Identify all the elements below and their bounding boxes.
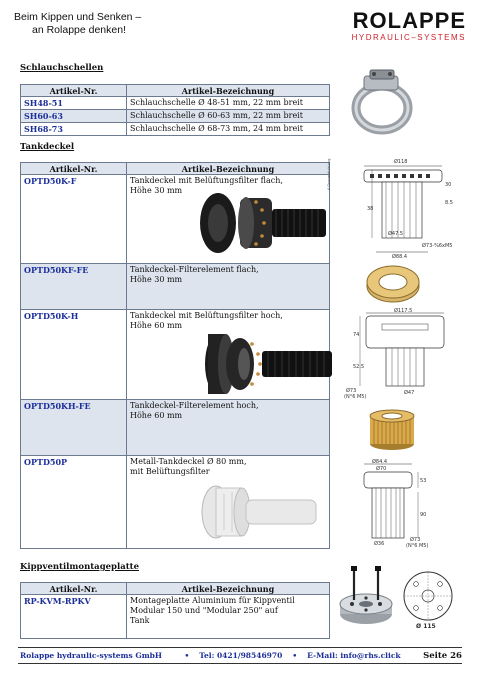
dimension-label: Ø118 bbox=[394, 159, 408, 165]
dimension-label: 74 bbox=[353, 332, 360, 338]
dimension-label: 38 bbox=[367, 206, 374, 212]
footer-email: E-Mail: info@rhs.click bbox=[307, 651, 401, 660]
dimension-label: 52.5 bbox=[353, 364, 365, 370]
dimension-label: 53 bbox=[420, 478, 427, 484]
dimension-label: 8.5 bbox=[445, 200, 453, 206]
article-description bbox=[127, 264, 330, 310]
description-line: Höhe 30 mm bbox=[130, 186, 183, 195]
technical-drawing-flat bbox=[327, 156, 460, 262]
footer-company: Rolappe hydraulic-systems GmbH bbox=[20, 651, 162, 660]
column-header-desc: Artikel-Bezeichnung bbox=[127, 583, 330, 595]
section-title-kippventilmontageplatte: Kippventilmontageplatte bbox=[20, 562, 139, 572]
dimension-label: Ø47.5 bbox=[388, 231, 404, 237]
dimension-label: Ø36 bbox=[374, 541, 385, 547]
description-line: Höhe 60 mm bbox=[130, 411, 183, 420]
technical-drawing-high bbox=[342, 306, 460, 402]
mounting-plate-image bbox=[336, 562, 396, 632]
slogan bbox=[14, 11, 141, 37]
footer-bullet: • bbox=[292, 651, 298, 660]
section-title-schlauchschellen: Schlauchschellen bbox=[20, 63, 104, 73]
description-line: Tank bbox=[130, 616, 150, 625]
dimension-label: (N°6 M5) bbox=[406, 543, 429, 549]
dimension-label: 90 bbox=[420, 512, 427, 518]
article-number: OPTD50KF-FE bbox=[21, 264, 127, 310]
description-line: mit Belüftungsfilter bbox=[130, 467, 210, 476]
description-line: Tankdeckel-Filterelement hoch, bbox=[130, 401, 259, 410]
dimension-label: Ø84.4 bbox=[372, 459, 388, 465]
article-description bbox=[127, 400, 330, 456]
technical-drawing-metal bbox=[344, 458, 454, 550]
column-header-nr: Artikel-Nr. bbox=[21, 583, 127, 595]
footer-rule-bottom bbox=[18, 663, 462, 664]
column-header-nr: Artikel-Nr. bbox=[21, 85, 127, 97]
metal-cap-image bbox=[200, 482, 320, 542]
article-number: OPTD50KH-FE bbox=[21, 400, 127, 456]
dimension-label: 4 Gummidichtung bbox=[327, 158, 331, 190]
article-description bbox=[127, 595, 330, 639]
footer-rule-top bbox=[18, 647, 462, 648]
description-line: Tankdeckel mit Belüftungsfilter hoch, bbox=[130, 311, 283, 320]
breather-cap-flat-image bbox=[196, 190, 331, 256]
brand-subtitle: HYDRAULIC–SYSTEMS bbox=[351, 33, 466, 42]
table-row bbox=[21, 264, 330, 310]
footer-bullet: • bbox=[184, 651, 190, 660]
section-title-tankdeckel: Tankdeckel bbox=[20, 142, 75, 152]
table-row bbox=[21, 123, 330, 136]
description-line: Tankdeckel mit Belüftungsfilter flach, bbox=[130, 176, 283, 185]
description-line: Montageplatte Aluminium für Kippventil bbox=[130, 596, 295, 605]
footer-contact bbox=[184, 651, 400, 661]
article-description: Schlauchschelle Ø 68-73 mm, 24 mm breit bbox=[127, 123, 330, 136]
description-line: Tankdeckel-Filterelement flach, bbox=[130, 265, 259, 274]
article-number: OPTD50K-H bbox=[21, 310, 127, 400]
brand-name: ROLAPPE bbox=[352, 8, 466, 33]
footer bbox=[20, 651, 462, 661]
dimension-label: Ø 115 bbox=[416, 623, 436, 630]
breather-cap-high-image bbox=[200, 330, 335, 398]
dimension-label: 30 bbox=[445, 182, 452, 188]
slogan-line-1: Beim Kippen und Senken – bbox=[14, 11, 142, 23]
dimension-label: Ø117.5 bbox=[394, 308, 413, 314]
column-header-desc: Artikel-Bezeichnung bbox=[127, 85, 330, 97]
footer-phone: Tel: 0421/98546970 bbox=[199, 651, 283, 660]
dimension-label: Ø73 bbox=[410, 537, 421, 543]
column-header-nr: Artikel-Nr. bbox=[21, 163, 127, 175]
table-row bbox=[21, 595, 330, 639]
dimension-label: Ø88.4 bbox=[392, 254, 408, 260]
filter-element-high-image bbox=[366, 406, 418, 452]
dimension-label: Ø73 bbox=[346, 388, 357, 394]
table-row bbox=[21, 400, 330, 456]
article-number: OPTD50P bbox=[21, 456, 127, 549]
description-line: Modular 150 und "Modular 250" auf bbox=[130, 606, 278, 615]
article-description: Schlauchschelle Ø 60-63 mm, 22 mm breit bbox=[127, 110, 330, 123]
slogan-line-2: an Rolappe denken! bbox=[32, 24, 126, 36]
article-number: OPTD50K-F bbox=[21, 175, 127, 264]
description-line: Höhe 30 mm bbox=[130, 275, 183, 284]
dimension-label: (N°6 M5) bbox=[344, 394, 367, 400]
table-kippventilmontageplatte bbox=[20, 582, 330, 639]
description-line: Metall-Tankdeckel Ø 80 mm, bbox=[130, 457, 247, 466]
column-header-desc: Artikel-Bezeichnung bbox=[127, 163, 330, 175]
article-description: Schlauchschelle Ø 48-51 mm, 22 mm breit bbox=[127, 97, 330, 110]
table-row bbox=[21, 97, 330, 110]
dimension-label: Ø73-%6xM5 bbox=[422, 243, 453, 249]
page-number: Seite 26 bbox=[423, 651, 462, 661]
filter-element-flat-image bbox=[364, 262, 422, 306]
article-number: SH60-63 bbox=[21, 110, 127, 123]
description-line: Höhe 60 mm bbox=[130, 321, 183, 330]
article-number: RP-KVM-RPKV bbox=[21, 595, 127, 639]
hose-clamp-image bbox=[350, 66, 416, 136]
mounting-plate-drawing bbox=[396, 570, 460, 632]
table-schlauchschellen bbox=[20, 84, 330, 136]
dimension-label: Ø47 bbox=[404, 390, 415, 396]
dimension-label: Ø70 bbox=[376, 466, 387, 472]
article-number: SH48-51 bbox=[21, 97, 127, 110]
brand-logo bbox=[352, 9, 466, 43]
article-number: SH68-73 bbox=[21, 123, 127, 136]
table-row bbox=[21, 110, 330, 123]
